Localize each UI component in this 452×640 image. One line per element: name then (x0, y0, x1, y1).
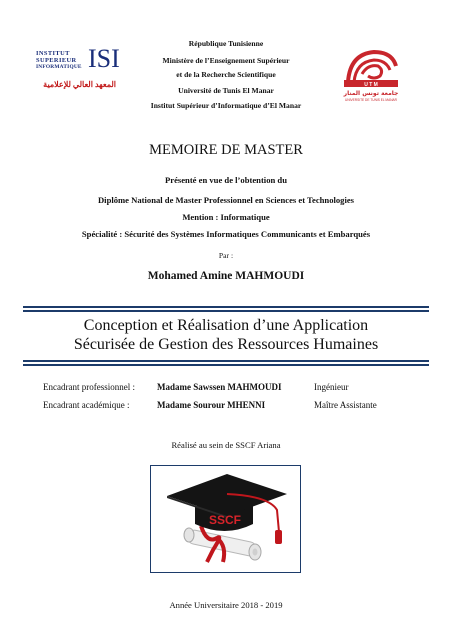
utm-logo-latin: UNIVERSITE DE TUNIS EL MANAR (345, 98, 397, 102)
utm-logo-emblem-icon (338, 44, 404, 104)
header-republique: République Tunisienne (188, 39, 264, 48)
supervisor-role-2: Encadrant académique : (43, 400, 130, 410)
header-institut: Institut Supérieur d’Informatique d’El Manar (150, 101, 302, 110)
presented-text: Présenté en vue de l’obtention du (165, 175, 287, 185)
sscf-logo (150, 465, 301, 573)
supervisor-position-1: Ingénieur (314, 382, 349, 392)
par-text: Par : (218, 251, 234, 260)
header-ministere: Ministère de l’Enseignement Supérieur (162, 56, 290, 65)
title-rule-top-2 (23, 310, 429, 312)
realise-text: Réalisé au sein de SSCF Ariana (171, 440, 281, 450)
thesis-title-line1: Conception et Réalisation d’une Application (83, 317, 369, 334)
title-rule-bottom-2 (23, 364, 429, 366)
sscf-logo-text: SSCF (208, 513, 242, 527)
supervisor-name-2: Madame Sourour MHENNI (157, 400, 266, 410)
isi-logo-line1: INSTITUT (36, 50, 70, 57)
supervisor-name-1: Madame Sawssen MAHMOUDI (157, 382, 282, 392)
header-universite: Université de Tunis El Manar (178, 86, 274, 95)
diplome-text: Diplôme National de Master Professionnel en Sciences et Technologies (97, 195, 355, 205)
author-name: Mohamed Amine MAHMOUDI (147, 270, 305, 282)
utm-logo (338, 44, 404, 104)
graduation-cap-icon (151, 466, 299, 571)
mention-text: Mention : Informatique (182, 212, 270, 222)
isi-logo-arabic: المعهد العالي للإعلامية (43, 80, 116, 89)
isi-logo-big: ISI (88, 44, 120, 73)
thesis-title-line2: Sécurisée de Gestion des Ressources Humaines (73, 336, 379, 353)
title-rule-bottom-1 (23, 360, 429, 362)
supervisor-role-1: Encadrant professionnel : (43, 382, 135, 392)
header-recherche: et de la Recherche Scientifique (176, 70, 276, 79)
memoire-heading: MEMOIRE DE MASTER (149, 142, 303, 158)
utm-logo-badge: U T M (364, 82, 378, 88)
title-rule-top-1 (23, 306, 429, 308)
year-text: Année Universitaire 2018 - 2019 (169, 600, 283, 610)
isi-logo-line3: INFORMATIQUE (36, 64, 82, 70)
utm-logo-arabic: جامعة تونس المنار (343, 90, 399, 97)
supervisor-position-2: Maître Assistante (314, 400, 377, 410)
isi-logo-line2: SUPERIEUR (36, 57, 77, 64)
specialite-text: Spécialité : Sécurité des Systèmes Informatiques Communicants et Embarqués (81, 229, 371, 239)
